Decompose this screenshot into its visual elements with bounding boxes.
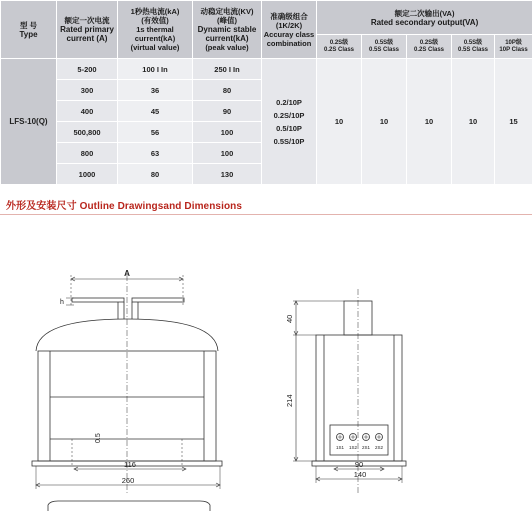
accuracy-combination-cell: 0.2/10P 0.2S/10P 0.5/10P 0.5S/10P xyxy=(262,59,317,185)
primary-current-cell: 400 xyxy=(57,101,118,122)
header-primary-current: 额定一次电流 Rated primary current (A) xyxy=(57,1,118,59)
primary-current-cell: 5-200 xyxy=(57,59,118,80)
output-cell: 10 xyxy=(362,59,407,185)
terminal-label: 2S2 xyxy=(374,445,384,450)
model-cell: LFS-10(Q) xyxy=(1,59,57,185)
output-cell: 10 xyxy=(407,59,452,185)
class-header: 0.2S级 0.2S Class xyxy=(407,35,452,59)
front-view xyxy=(32,269,222,495)
dynamic-current-cell: 80 xyxy=(193,80,262,101)
primary-current-cell: 1000 xyxy=(57,164,118,185)
class-header: 10P级 10P Class xyxy=(495,35,532,59)
section-title: 外形及安装尺寸 Outline Drawingsand Dimensions xyxy=(6,201,243,212)
bottom-view-outline xyxy=(48,501,210,511)
thermal-current-cell: 80 xyxy=(118,164,193,185)
dim-214-label: 214 xyxy=(285,394,294,407)
class-header: 0.5S级 0.5S Class xyxy=(362,35,407,59)
dim-a-label: A xyxy=(124,269,130,278)
thermal-current-cell: 100 I In xyxy=(118,59,193,80)
dim-h-label: h xyxy=(60,299,64,306)
class-header: 0.5S级 0.5S Class xyxy=(452,35,495,59)
header-dynamic-current: 动稳定电流(KV) (峰值) Dynamic stable current(kA) (peak value) xyxy=(193,1,262,59)
primary-current-cell: 800 xyxy=(57,143,118,164)
dim-90-label: 90 xyxy=(354,460,364,469)
terminal-label: 1S1 xyxy=(335,445,345,450)
dynamic-current-cell: 100 xyxy=(193,143,262,164)
header-thermal-current: 1秒热电流(kA) (有效值) 1s thermal current(kA) (virtual value) xyxy=(118,1,193,59)
dynamic-current-cell: 130 xyxy=(193,164,262,185)
header-accuracy-combination: 准确级组合 (1K/2K) Accuray class combination xyxy=(262,1,317,59)
dim-260-label: 260 xyxy=(121,476,135,485)
side-view xyxy=(285,289,406,495)
output-cell: 10 xyxy=(317,59,362,185)
header-secondary-output: 额定二次输出(VA) Rated secondary output(VA) xyxy=(317,1,532,35)
class-header: 0.2S级 0.2S Class xyxy=(317,35,362,59)
terminal-label: 1S2 xyxy=(348,445,358,450)
thermal-current-cell: 45 xyxy=(118,101,193,122)
dim-116-label: 116 xyxy=(124,460,136,469)
dynamic-current-cell: 100 xyxy=(193,122,262,143)
dim-0-5-label: 0.5 xyxy=(95,433,102,443)
dim-140-label: 140 xyxy=(353,470,367,479)
output-cell: 10 xyxy=(452,59,495,185)
primary-current-cell: 500,800 xyxy=(57,122,118,143)
dynamic-current-cell: 90 xyxy=(193,101,262,122)
thermal-current-cell: 63 xyxy=(118,143,193,164)
outline-drawing xyxy=(0,215,532,511)
terminal-label: 2S1 xyxy=(361,445,371,450)
thermal-current-cell: 56 xyxy=(118,122,193,143)
dynamic-current-cell: 250 I In xyxy=(193,59,262,80)
spec-table xyxy=(0,0,532,185)
dim-40-label: 40 xyxy=(285,314,294,323)
primary-current-cell: 300 xyxy=(57,80,118,101)
output-cell: 15 xyxy=(495,59,532,185)
header-type: 型 号 Type xyxy=(1,1,57,59)
thermal-current-cell: 36 xyxy=(118,80,193,101)
